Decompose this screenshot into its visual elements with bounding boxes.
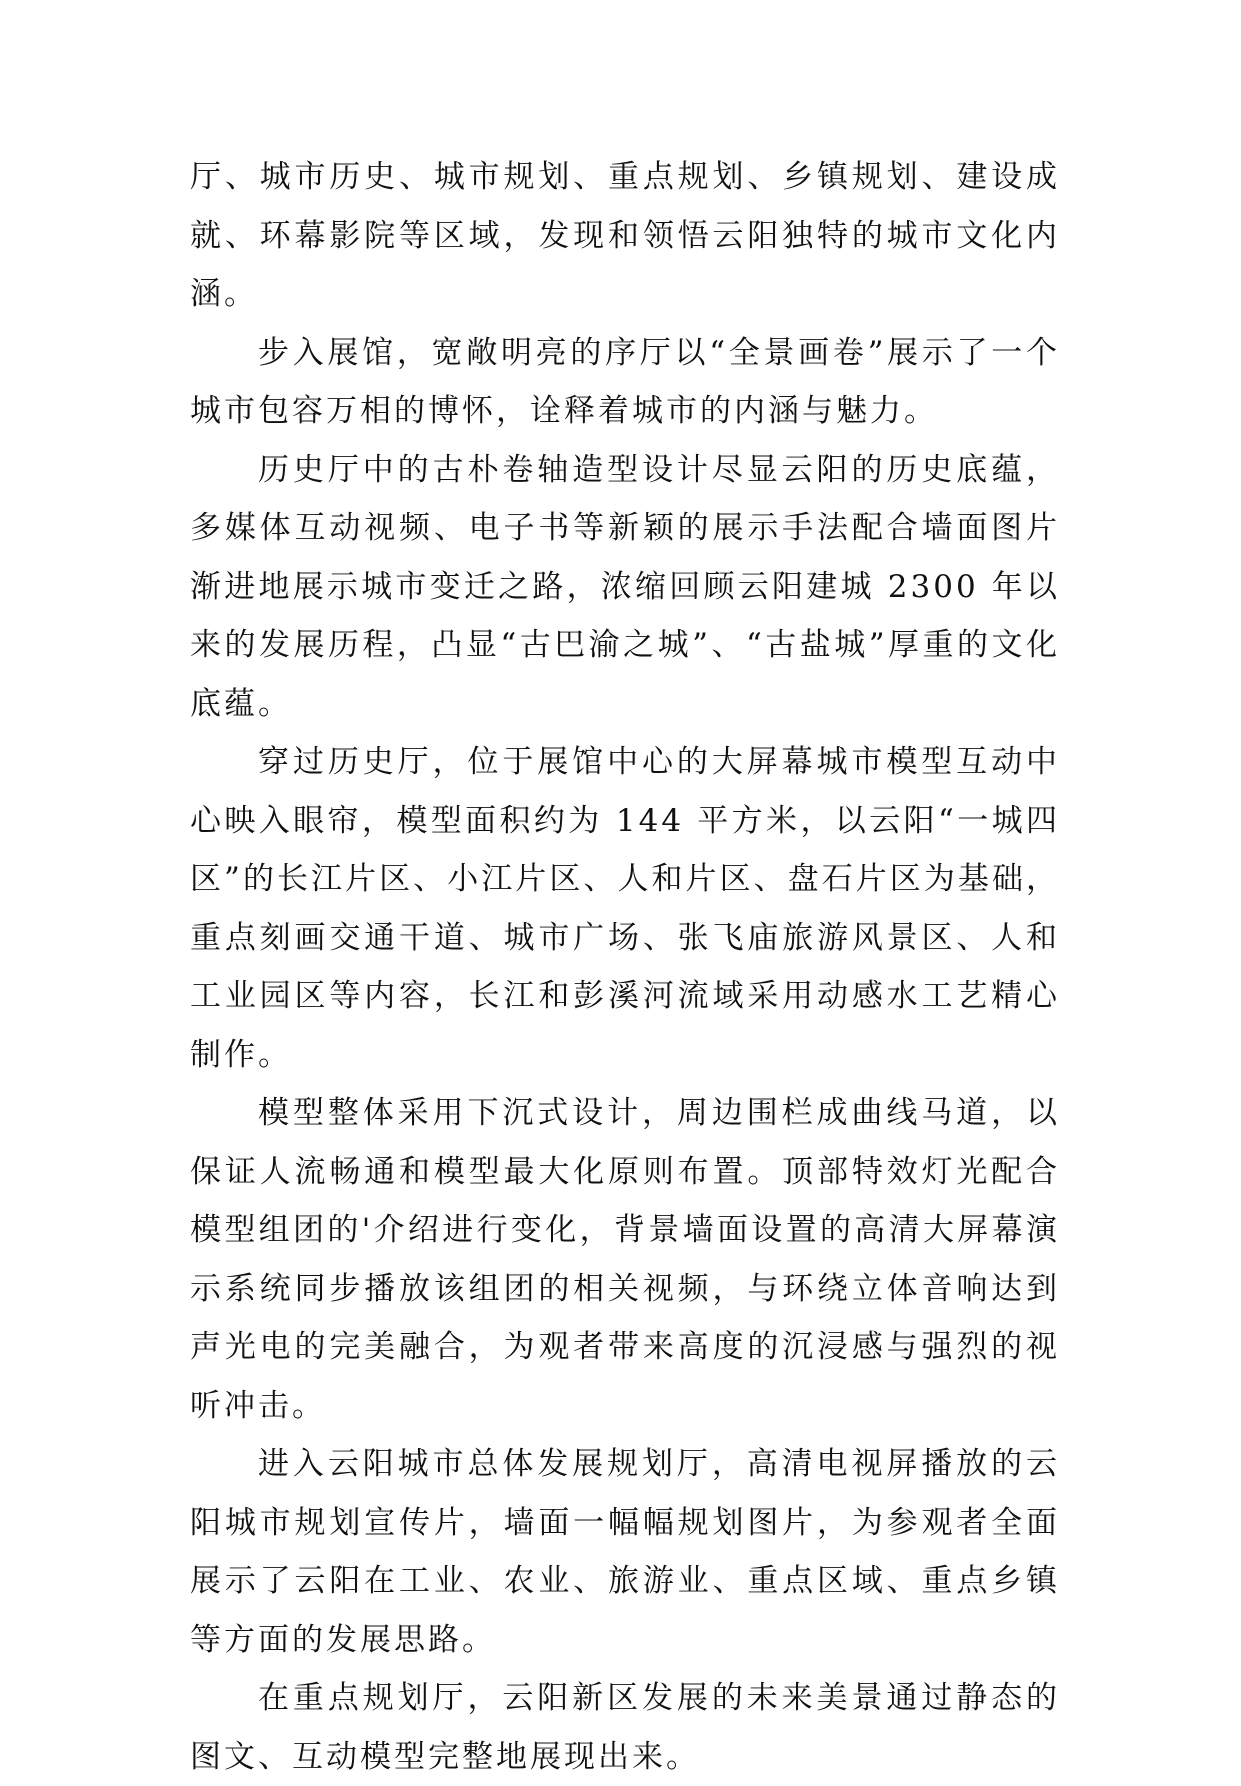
paragraph-key-planning-hall: 在重点规划厅，云阳新区发展的未来美景通过静态的图文、互动模型完整地展现出来。: [190, 1680, 1060, 1775]
paragraph-model-design: 模型整体采用下沉式设计，周边围栏成曲线马道，以保证人流畅通和模型最大化原则布置。顶部特效灯光配合模型组团的'介绍进行变化，背景墙面设置的高清大屏幕演示系统同步播放该组团的相关视频，与环绕立体音响达到声光电的完美融合，为观者带来高度的沉浸感与强烈的视听冲击。: [190, 1095, 1060, 1424]
paragraph-city-model: 穿过历史厅，位于展馆中心的大屏幕城市模型互动中心映入眼帘，模型面积约为 144 平方米，以云阳“一城四区”的长江片区、小江片区、人和片区、盘石片区为基础，重点刻画交通干道、城市广场、张飞庙旅游风景区、人和工业园区等内容，长江和彭溪河流域采用动感水工艺精心制作。: [190, 744, 1060, 1073]
paragraph-continuation: 厅、城市历史、城市规划、重点规划、乡镇规划、建设成就、环幕影院等区域，发现和领悟云阳独特的城市文化内涵。: [190, 159, 1060, 312]
paragraph-master-plan-hall: 进入云阳城市总体发展规划厅，高清电视屏播放的云阳城市规划宣传片，墙面一幅幅规划图片，为参观者全面展示了云阳在工业、农业、旅游业、重点区域、重点乡镇等方面的发展思路。: [190, 1446, 1060, 1658]
document-page: [190, 148, 1060, 1786]
paragraph-history-hall: 历史厅中的古朴卷轴造型设计尽显云阳的历史底蕴，多媒体互动视频、电子书等新颖的展示手法配合墙面图片渐进地展示城市变迁之路，浓缩回顾云阳建城 2300 年以来的发展历程，凸显“古巴渝之城”、“古盐城”厚重的文化底蕴。: [190, 451, 1060, 722]
paragraph-entrance-hall: 步入展馆，宽敞明亮的序厅以“全景画卷”展示了一个城市包容万相的博怀，诠释着城市的内涵与魅力。: [190, 334, 1060, 429]
